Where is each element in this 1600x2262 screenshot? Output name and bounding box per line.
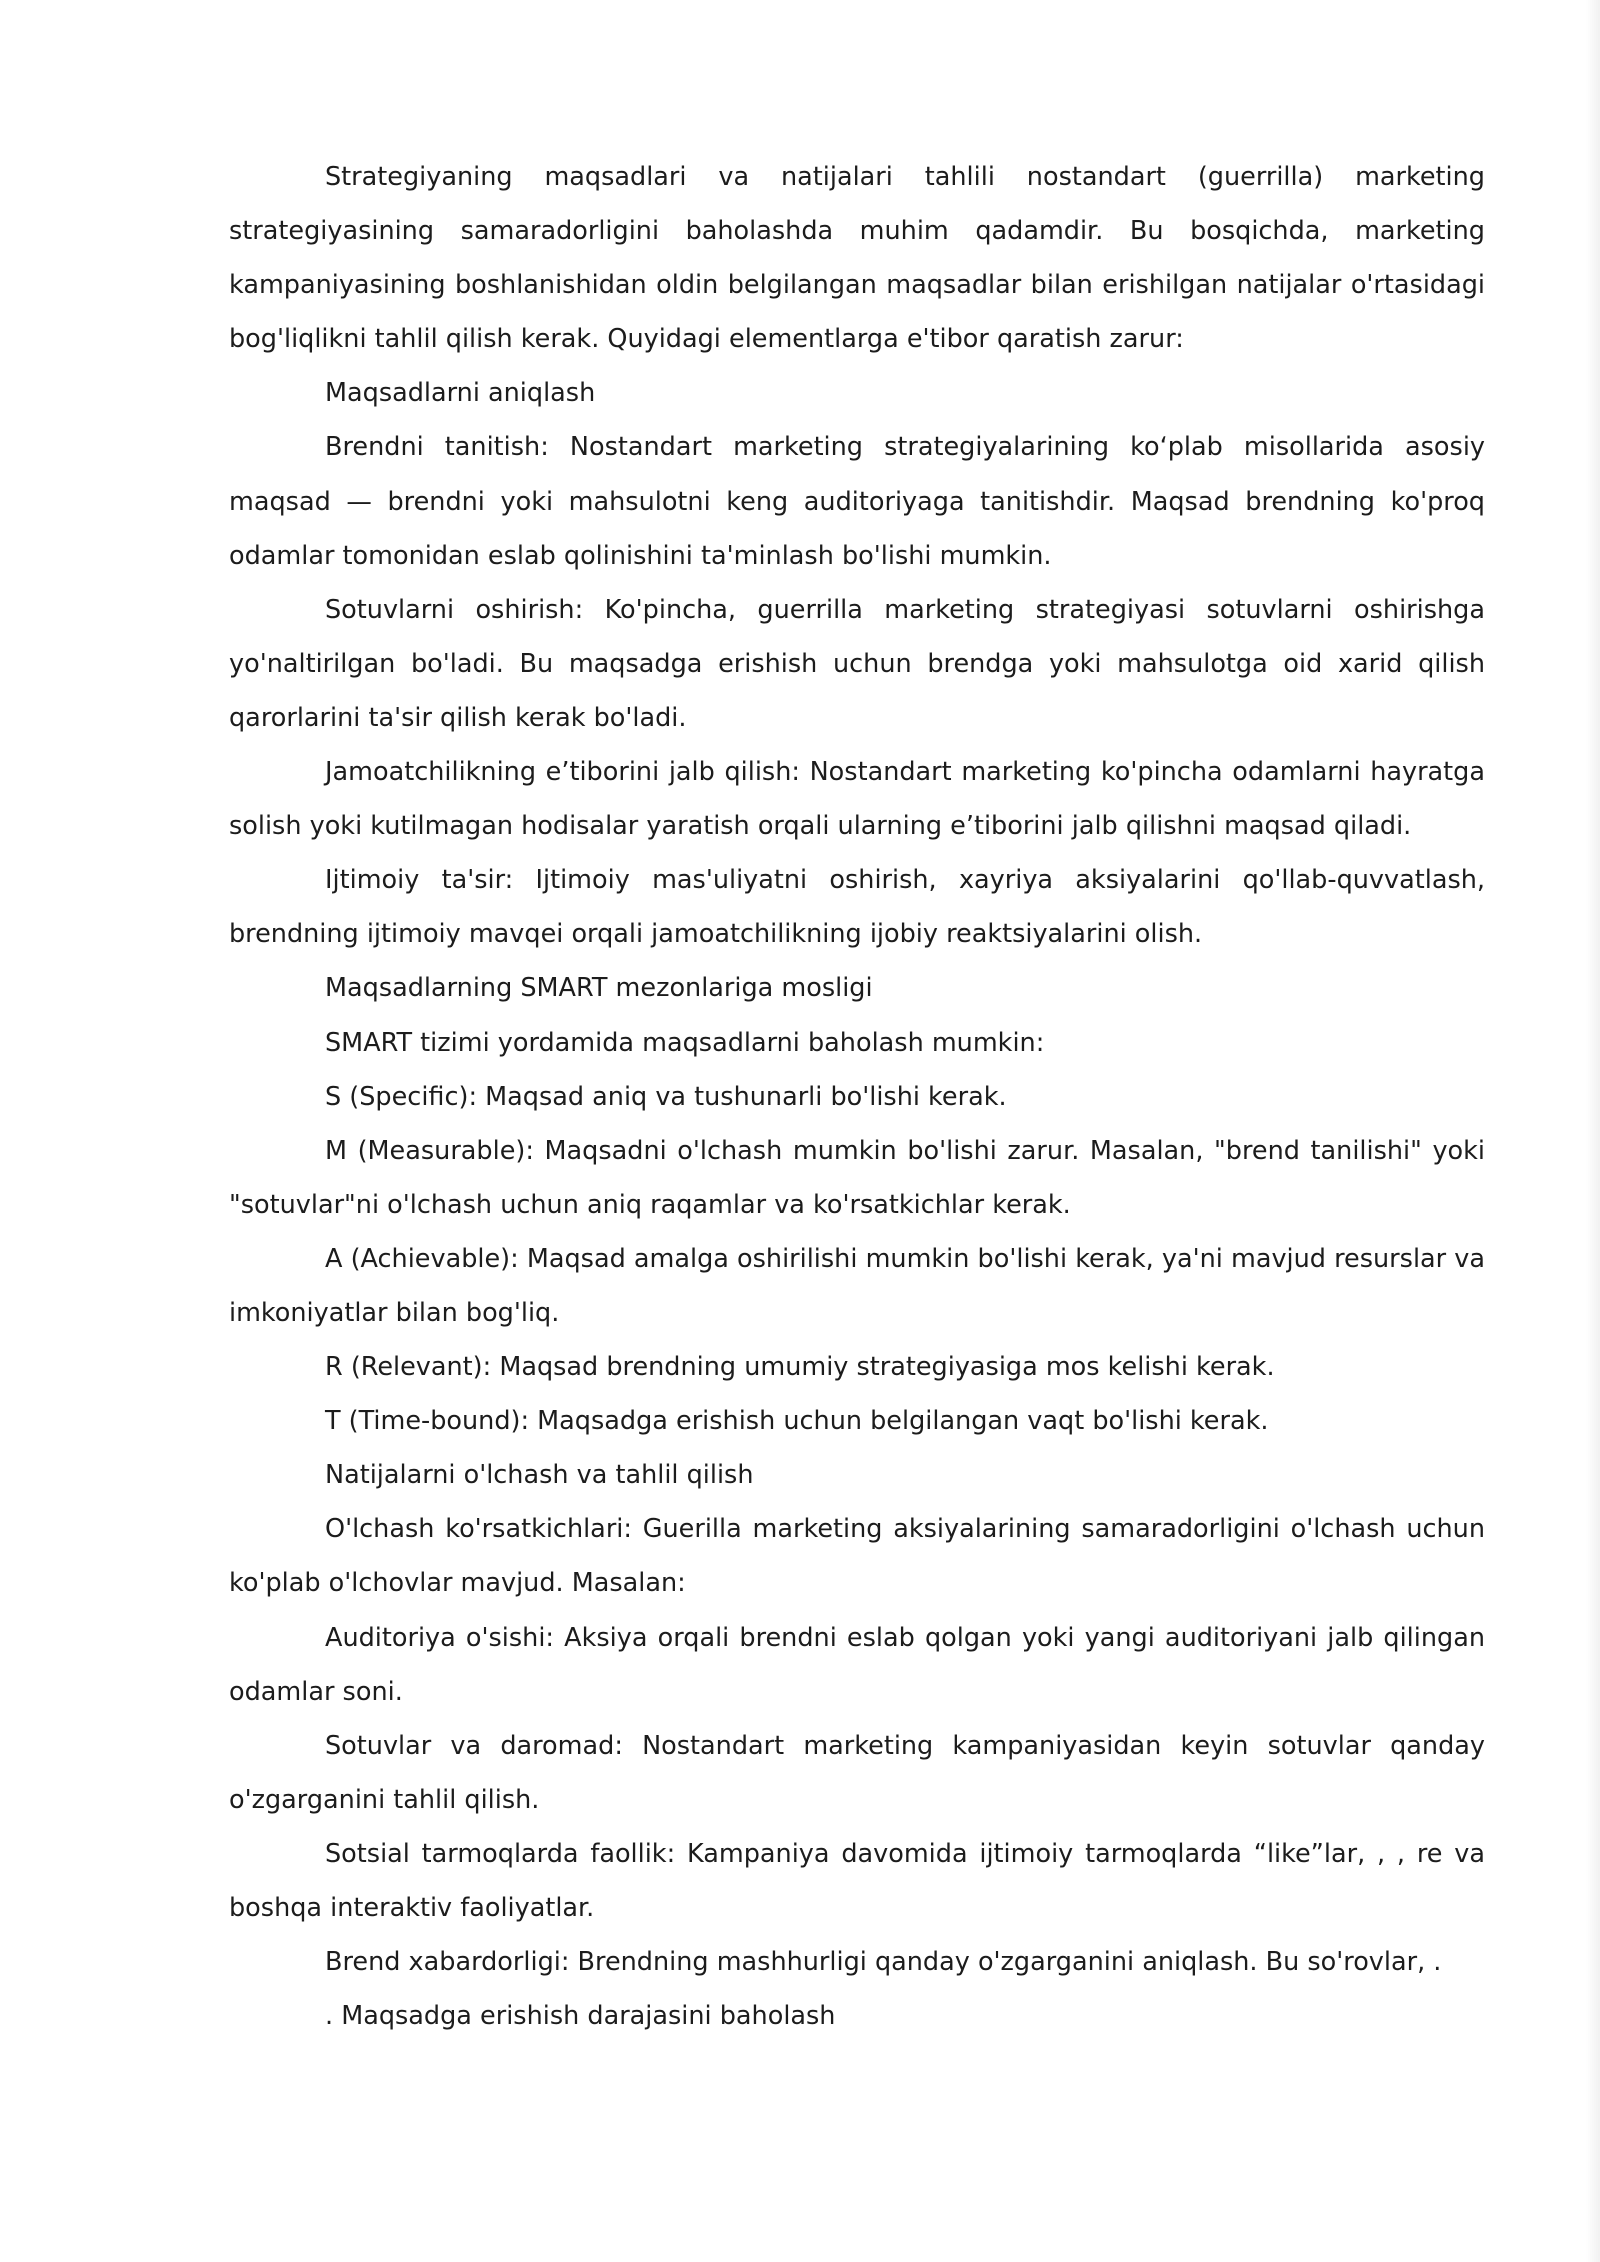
paragraph-measurement-indicators: O'lchash ko'rsatkichlari: Guerilla marketing aksiyalarining samaradorligini o'lchash uchun ko'plab o'lchovlar mavjud. Masalan: bbox=[229, 1514, 1485, 1599]
paragraph-sales-revenue: Sotuvlar va daromad: Nostandart marketing kampaniyasidan keyin sotuvlar qanday o'zgarganini tahlil qilish. bbox=[229, 1730, 1485, 1815]
paragraph-public-attention: Jamoatchilikning e’tiborini jalb qilish: Nostandart marketing ko'pincha odamlarni hayratga solish yoki kutilmagan hodisalar yaratish orqali ularning e’tiborini jalb qilishni maqsad qiladi. bbox=[229, 757, 1485, 842]
heading-goal-definition: Maqsadlarni aniqlash bbox=[325, 378, 596, 409]
document-body bbox=[229, 150, 1485, 2043]
paragraph-brand-awareness: Brendni tanitish: Nostandart marketing strategiyalarining koʻplab misollarida asosiy maqsad — brendni yoki mahsulotni keng auditoriyaga tanitishdir. Maqsad brendning ko'proq odamlar tomonidan eslab qolinishini ta'minlash bo'lishi mumkin. bbox=[229, 432, 1485, 571]
paragraph-intro: Strategiyaning maqsadlari va natijalari tahlili nostandart (guerrilla) marketing strategiyasining samaradorligini baholashda muhim qadamdir. Bu bosqichda, marketing kampaniyasining boshlanishidan oldin belgilangan maqsadlar bilan erishilgan natijalar o'rtasidagi bog'liqlikni tahlil qilish kerak. Quyidagi elementlarga e'tibor qaratish zarur: bbox=[229, 162, 1485, 355]
paragraph-smart-measurable: M (Measurable): Maqsadni o'lchash mumkin bo'lishi zarur. Masalan, "brend tanilishi" yoki "sotuvlar"ni o'lchash uchun aniq raqamlar va ko'rsatkichlar kerak. bbox=[229, 1135, 1485, 1220]
paragraph-brand-recognition: Brend xabardorligi: Brendning mashhurligi qanday o'zgarganini aniqlash. Bu so'rovlar, . bbox=[325, 1947, 1442, 1978]
paragraph-social-activity: Sotsial tarmoqlarda faollik: Kampaniya davomida ijtimoiy tarmoqlarda “like”lar, , , re va boshqa interaktiv faoliyatlar. bbox=[229, 1838, 1485, 1923]
paragraph-smart-achievable: A (Achievable): Maqsad amalga oshirilishi mumkin bo'lishi kerak, ya'ni mavjud resurslar va imkoniyatlar bilan bog'liq. bbox=[229, 1243, 1485, 1328]
paragraph-smart-relevant: R (Relevant): Maqsad brendning umumiy strategiyasiga mos kelishi kerak. bbox=[325, 1352, 1275, 1383]
page-edge-shadow bbox=[1586, 0, 1600, 2262]
paragraph-smart-intro: SMART tizimi yordamida maqsadlarni baholash mumkin: bbox=[325, 1027, 1045, 1058]
paragraph-sales-growth: Sotuvlarni oshirish: Ko'pincha, guerrilla marketing strategiyasi sotuvlarni oshirishga yo'naltirilgan bo'ladi. Bu maqsadga erishish uchun brendga yoki mahsulotga oid xarid qilish qarorlarini ta'sir qilish kerak bo'ladi. bbox=[229, 594, 1485, 733]
paragraph-social-impact: Ijtimoiy ta'sir: Ijtimoiy mas'uliyatni oshirish, xayriya aksiyalarini qo'llab-quvvatlash, brendning ijtimoiy mavqei orqali jamoatchilikning ijobiy reaktsiyalarini olish. bbox=[229, 865, 1485, 950]
paragraph-audience-growth: Auditoriya o'sishi: Aksiya orqali brendni eslab qolgan yoki yangi auditoriyani jalb qilingan odamlar soni. bbox=[229, 1622, 1485, 1707]
heading-results-measurement: Natijalarni o'lchash va tahlil qilish bbox=[325, 1460, 754, 1491]
paragraph-smart-specific: S (Specific): Maqsad aniq va tushunarli bo'lishi kerak. bbox=[325, 1081, 1007, 1112]
heading-smart-criteria: Maqsadlarning SMART mezonlariga mosligi bbox=[325, 973, 873, 1004]
heading-goal-achievement: . Maqsadga erishish darajasini baholash bbox=[325, 2001, 836, 2032]
paragraph-smart-time-bound: T (Time-bound): Maqsadga erishish uchun belgilangan vaqt bo'lishi kerak. bbox=[325, 1406, 1269, 1437]
